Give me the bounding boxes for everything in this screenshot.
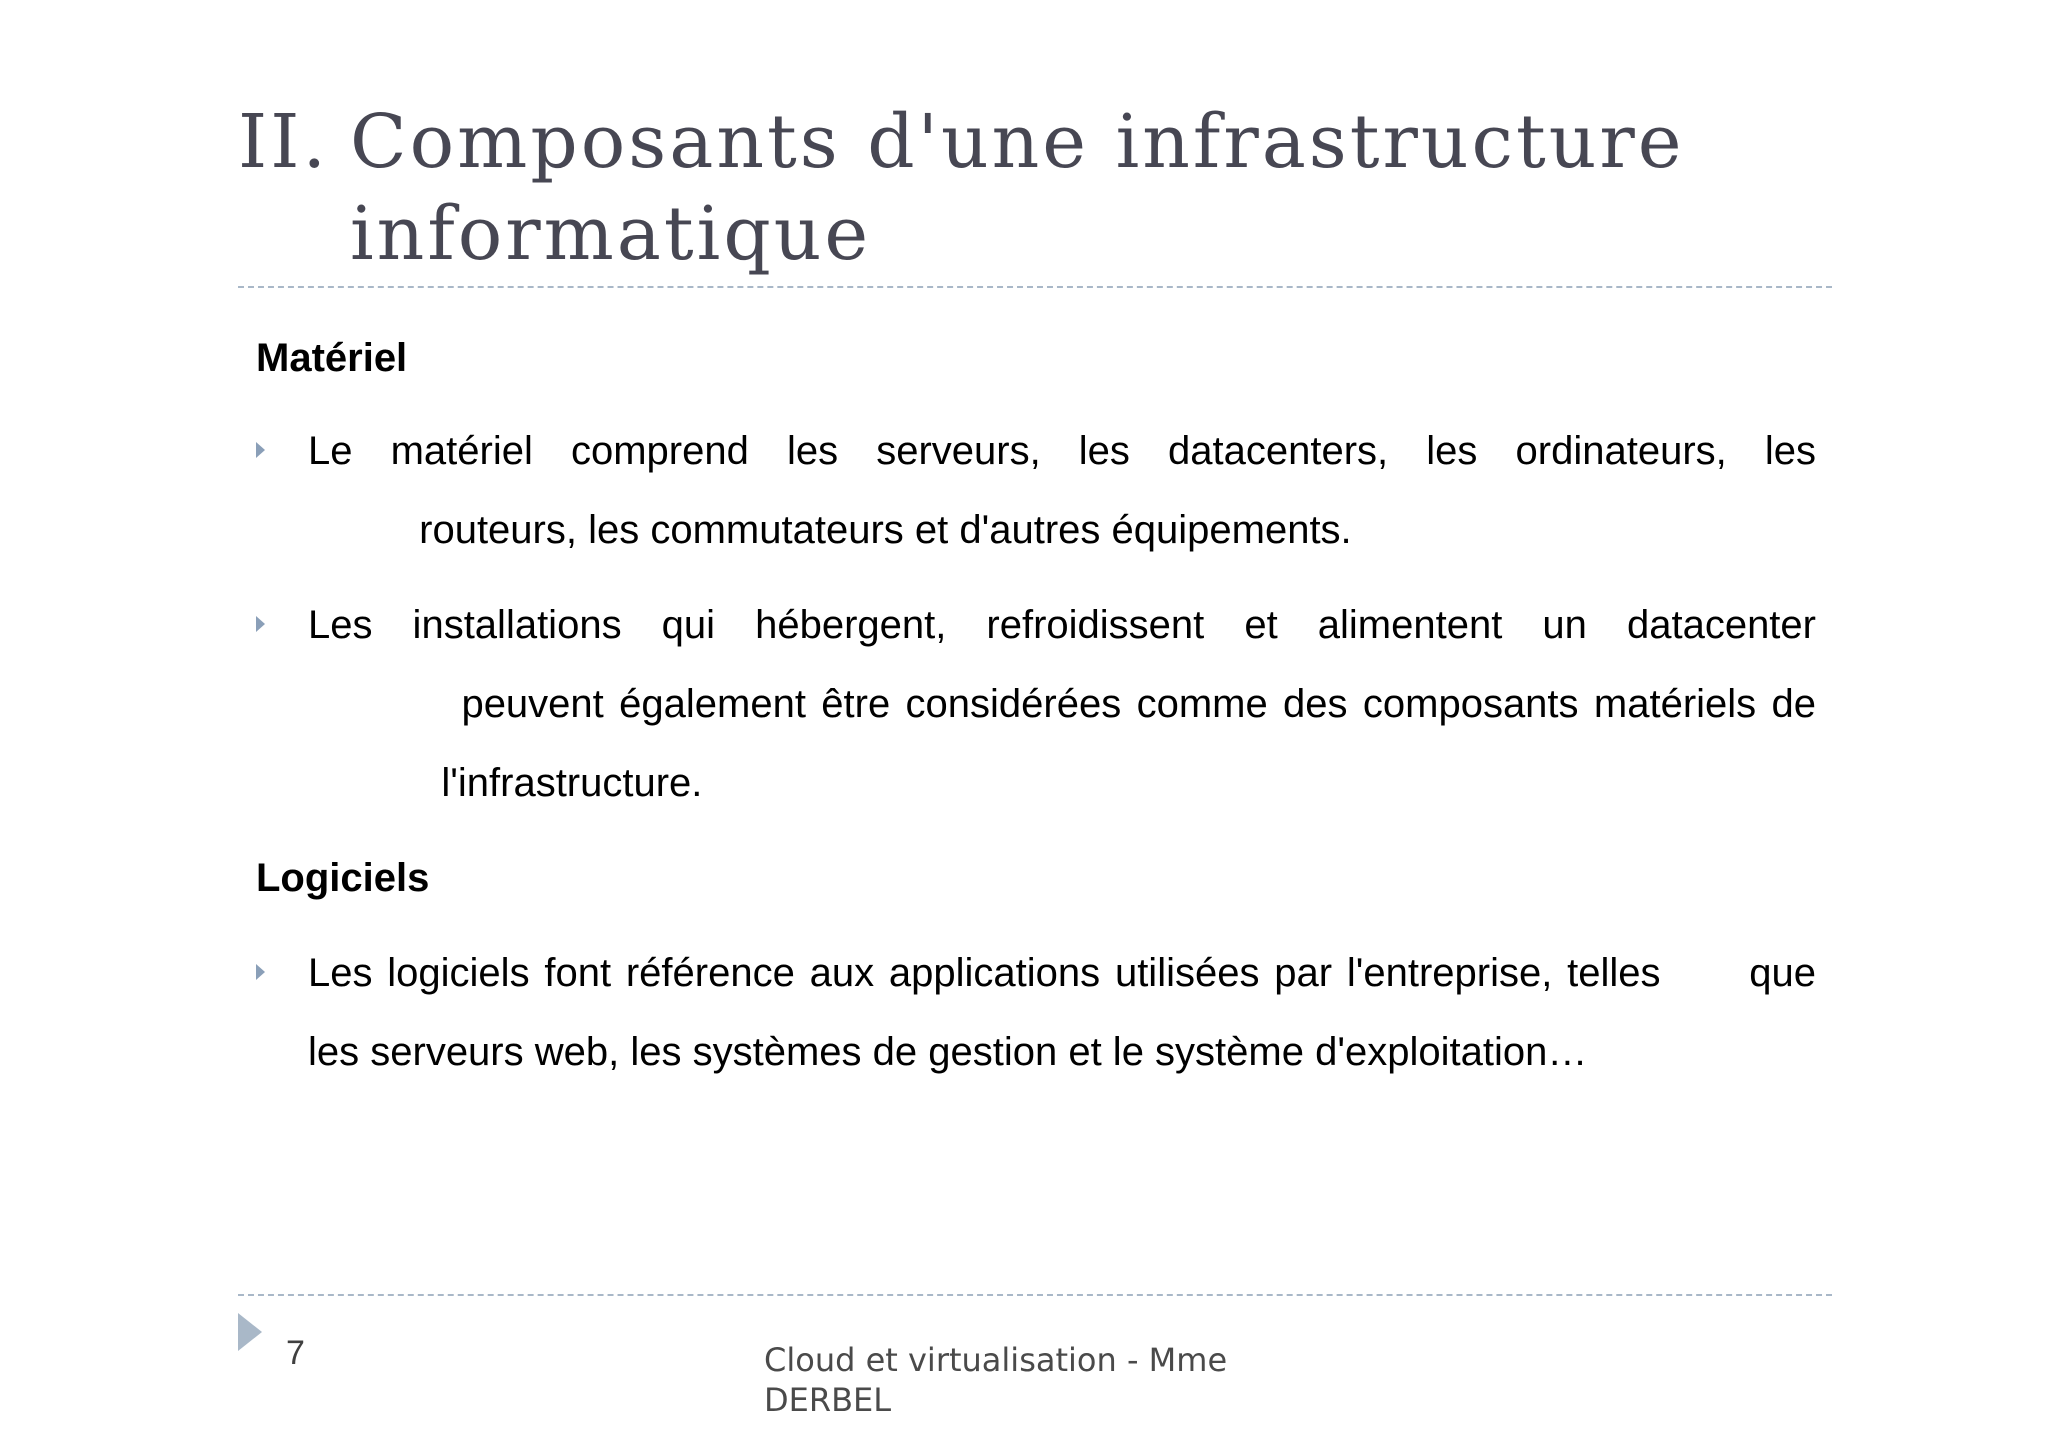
footer-divider xyxy=(238,1294,1832,1296)
bullet-text: Le matériel comprend les serveurs, les datacenters, les ordinateurs, les routeurs, les commutateurs et d'autres équipements. xyxy=(308,429,1816,552)
bullet-triangle-icon xyxy=(256,442,265,458)
section-heading-materiel: Matériel xyxy=(256,336,408,380)
title-line-1: Composants d'une infrastructure xyxy=(350,99,1685,185)
title-number: II. xyxy=(238,99,329,185)
bullet-text: Les logiciels font référence aux applications utilisées par l'entreprise, telles que les serveurs web, les systèmes de gestion et le système d'exploitation… xyxy=(308,951,1816,1074)
section-heading-logiciels: Logiciels xyxy=(256,856,430,900)
footer-text: Cloud et virtualisation - Mme DERBEL xyxy=(764,1341,1228,1419)
title-line-2: informatique xyxy=(350,191,872,277)
bullet-triangle-icon xyxy=(256,616,265,632)
bullet-text: Les installations qui hébergent, refroidissent et alimentent un datacenter peuvent également être considérées comme des composants matériels de l'infrastructure. xyxy=(308,603,1816,805)
title-divider xyxy=(238,286,1832,288)
bullet-triangle-icon xyxy=(256,964,265,980)
footer-triangle-icon xyxy=(238,1313,262,1351)
page-number: 7 xyxy=(286,1334,305,1372)
